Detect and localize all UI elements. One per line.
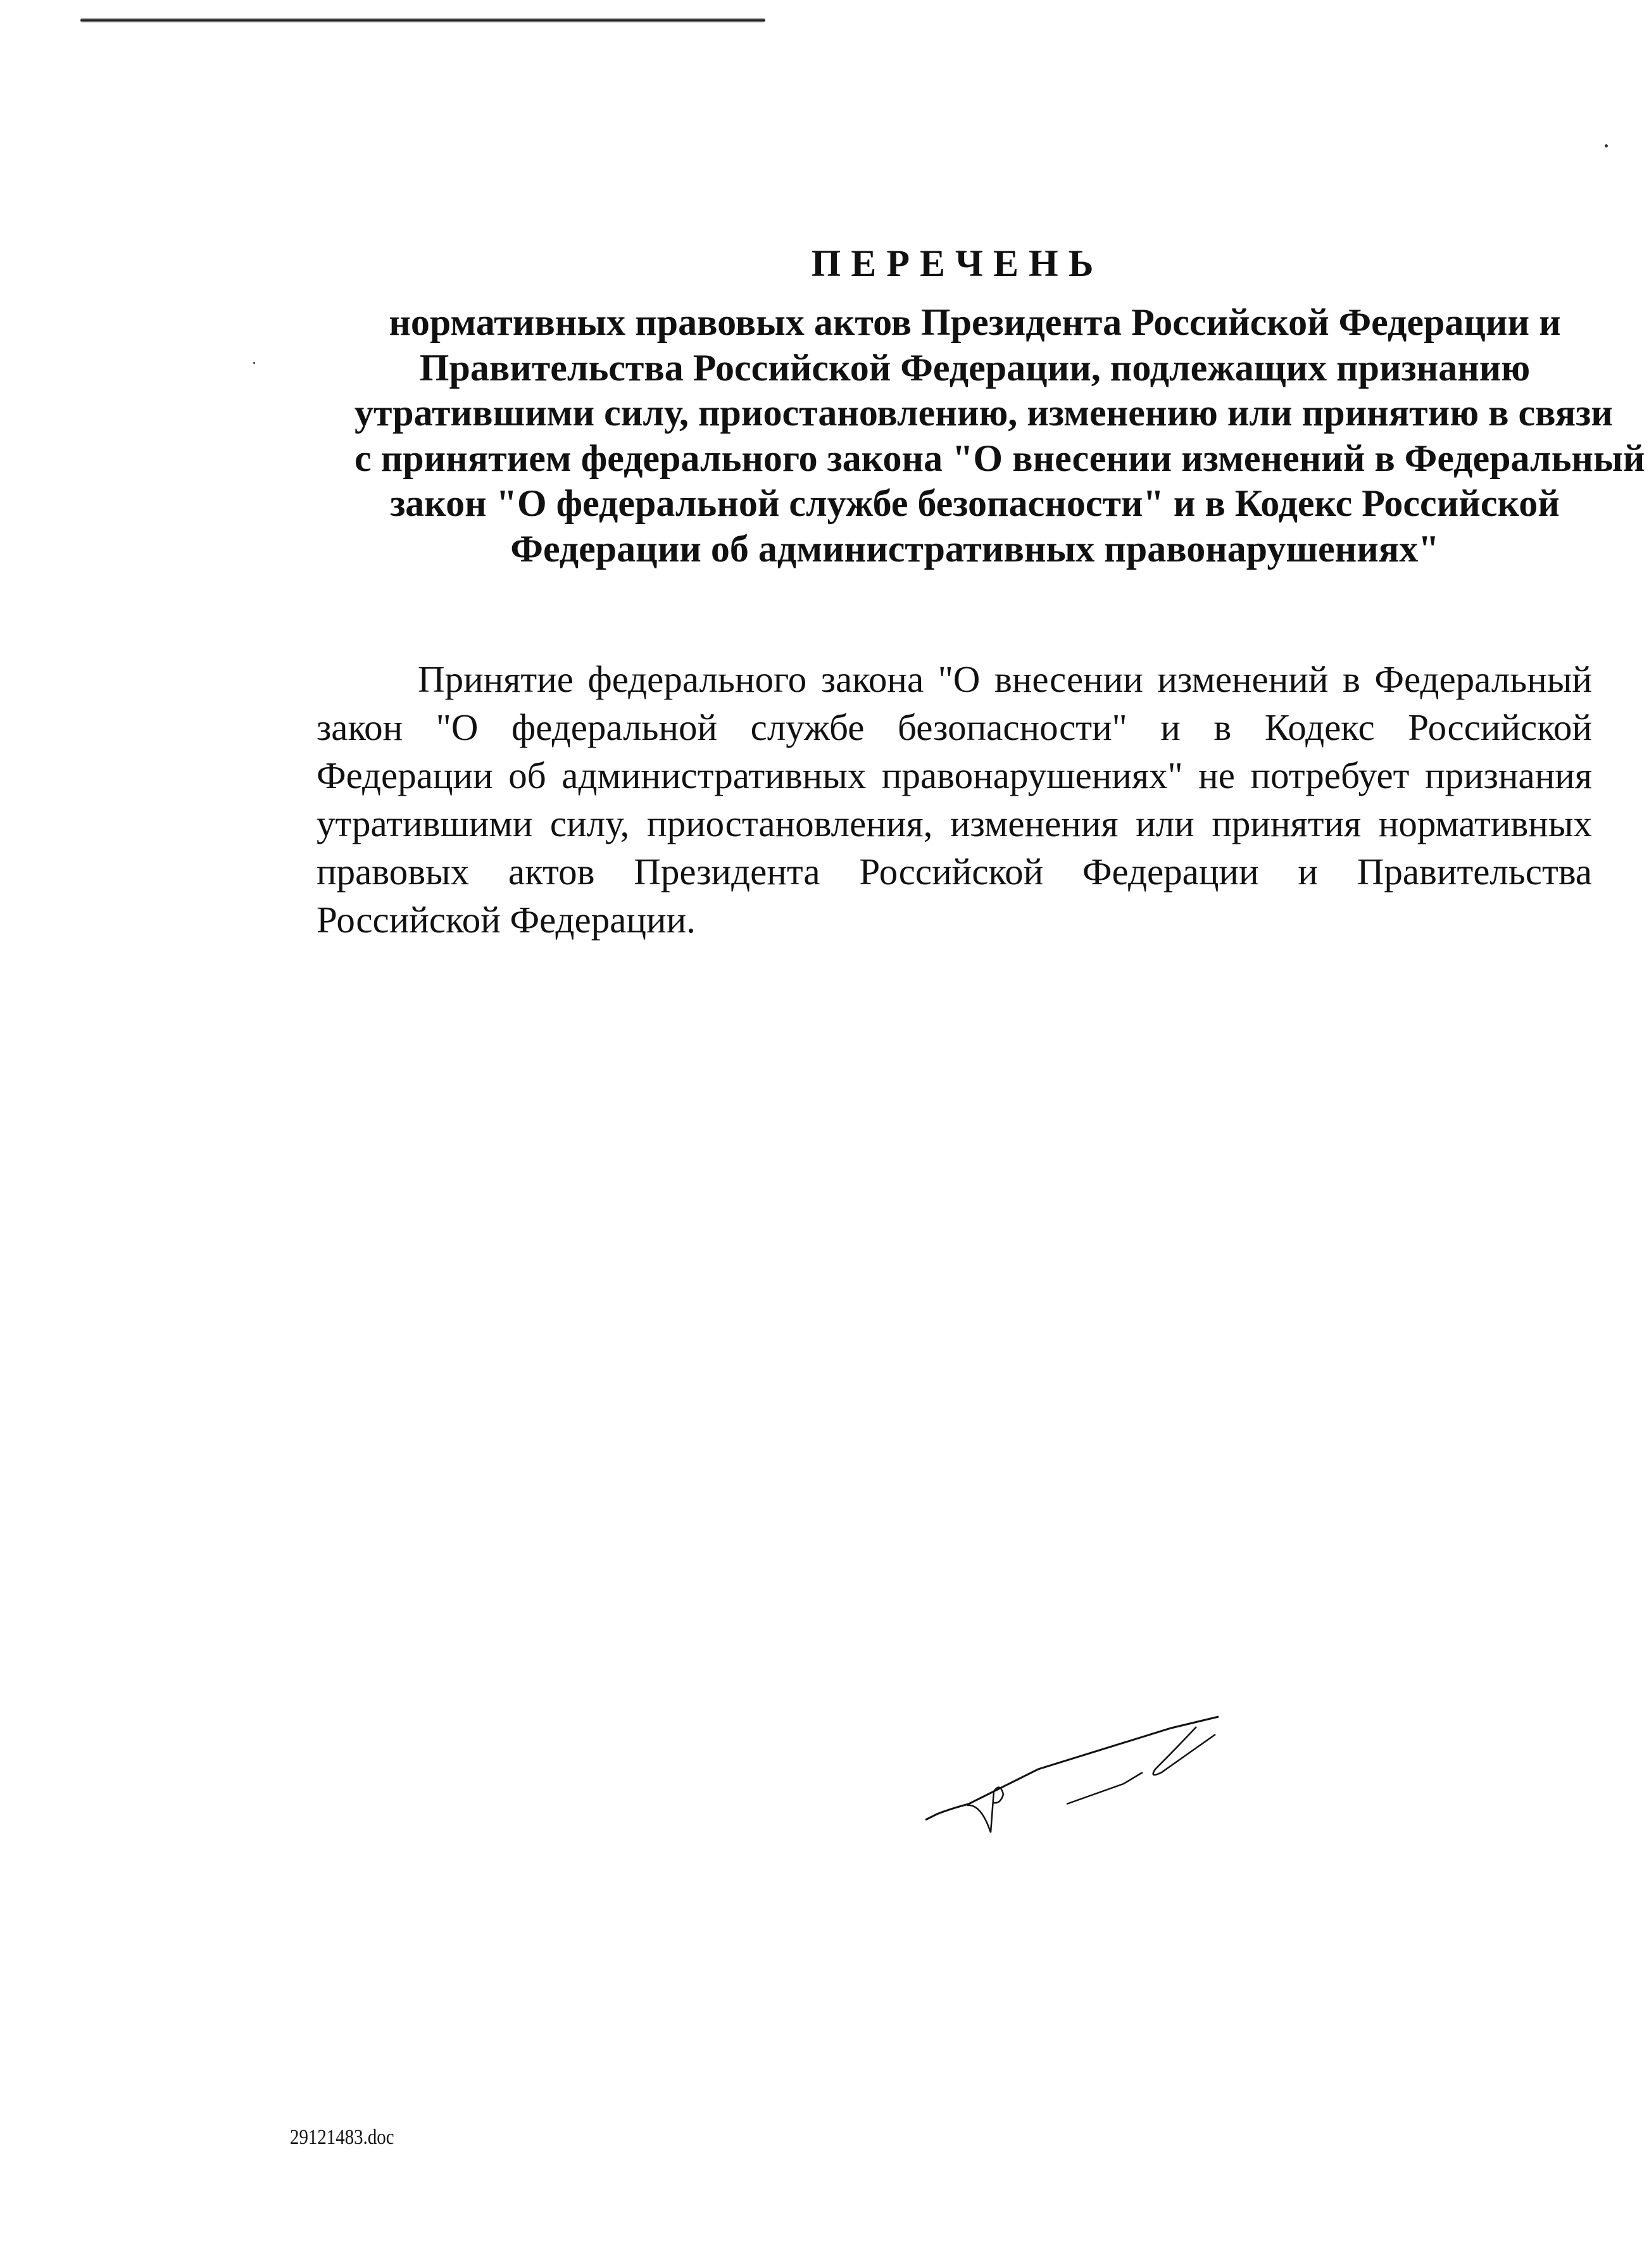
body-line: утратившими силу, приостановления, изменения или принятия нормативных [317, 803, 1592, 844]
body-line: закон "О федеральной службе безопасности" и в Кодекс Российской [317, 706, 1592, 748]
subtitle-line: Правительства Российской Федерации, подлежащих признанию [419, 346, 1531, 389]
scan-speck [1605, 144, 1608, 147]
body-line: Федерации об административных правонарушениях" не потребует признания [317, 755, 1592, 796]
subtitle-line: Федерации об административных правонарушениях" [510, 527, 1439, 570]
subtitle-line: закон "О федеральной службе безопасности" и в Кодекс Российской [390, 482, 1560, 524]
body-line: Принятие федерального закона "О внесении изменений в Федеральный [418, 658, 1592, 700]
subtitle-line: утратившими силу, приостановлению, изменению или принятию в связи [354, 392, 1613, 434]
document-subtitle [354, 300, 1645, 572]
subtitle-line: с принятием федерального закона "О внесении изменений в Федеральный [354, 437, 1645, 479]
footer-filename: 29121483.doc [290, 2126, 394, 2149]
scan-top-line [80, 18, 765, 23]
body-line: правовых актов Президента Российской Федерации и Правительства [317, 851, 1592, 893]
scan-speck [253, 362, 255, 364]
document-title: ПЕРЕЧЕНЬ [811, 242, 1104, 284]
body-paragraph [317, 655, 1592, 944]
handwritten-signature [912, 1709, 1291, 1855]
subtitle-line: нормативных правовых актов Президента Российской Федерации и [389, 301, 1561, 343]
body-line: Российской Федерации. [317, 899, 696, 941]
